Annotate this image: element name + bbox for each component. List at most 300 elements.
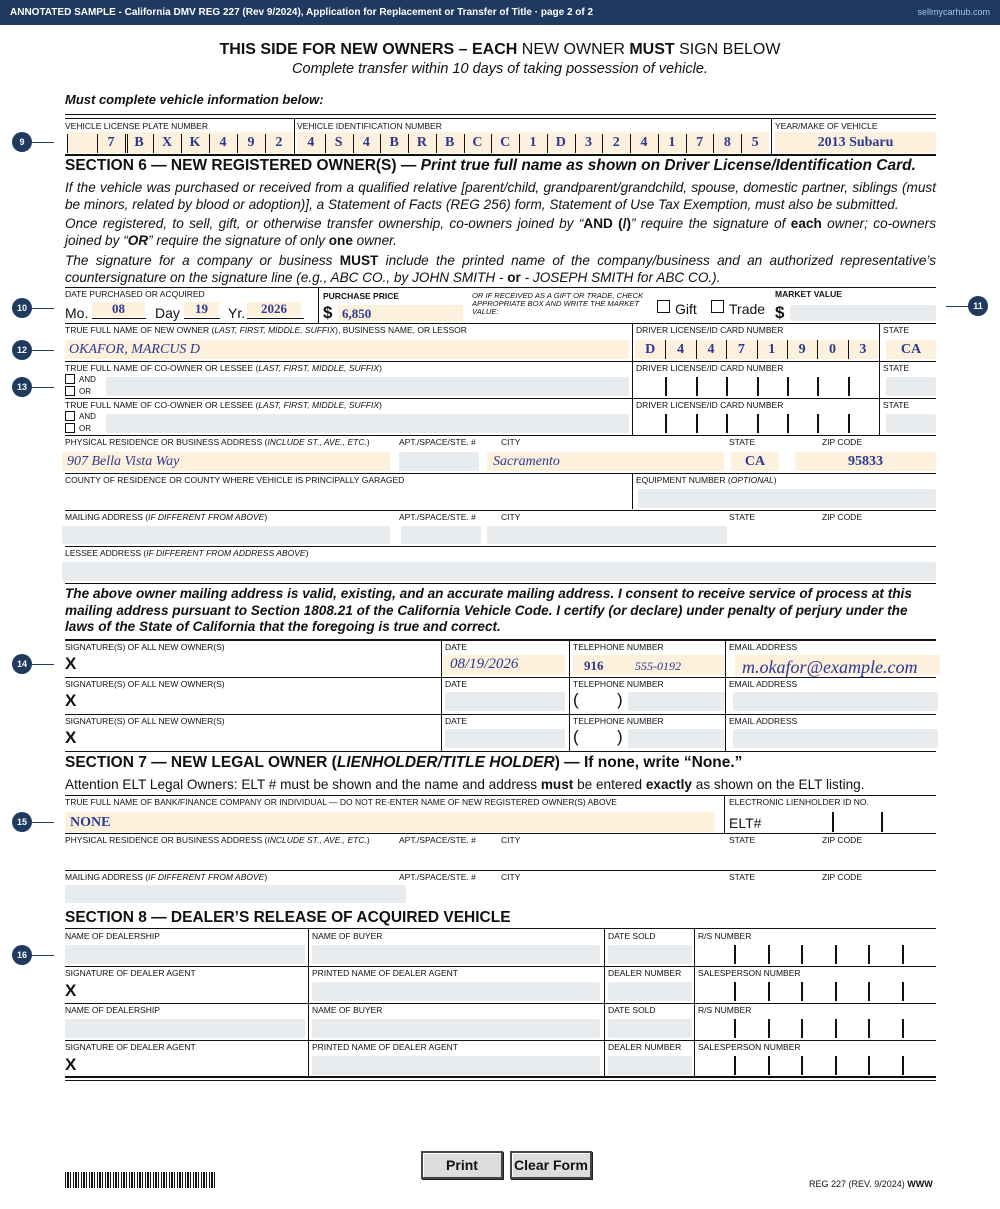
- dl-tick: [696, 414, 698, 433]
- annotation-line: [32, 142, 54, 143]
- dl-tick: [787, 377, 789, 396]
- t: LAST, FIRST, MIDDLE, SUFFIX: [214, 325, 336, 335]
- t: WWW: [907, 1179, 933, 1189]
- t: ): [379, 400, 382, 410]
- sig-email-label: EMAIL ADDRESS: [729, 716, 798, 726]
- vin-char: C: [500, 135, 511, 150]
- sig-agent-label: SIGNATURE OF DEALER AGENT: [65, 968, 196, 978]
- dl-divider: [726, 340, 727, 359]
- dl-tick: [665, 414, 667, 433]
- salesperson-tick: [835, 1056, 837, 1075]
- zip-value: 95833: [848, 454, 883, 469]
- t: Once registered, to sell, gift, or otherwise transfer ownership, co-owners joined by “: [65, 216, 584, 231]
- certification-text: The above owner mailing address is valid, existing, and an accurate mailing address. I consent to receive service of process at this mailing address pursuant to Section 1808.21 of the California Vehicle Code. I certify (or declare) under penalty of perjury under the laws of the State of California that the foregoing is true and correct.: [65, 586, 912, 634]
- vin-char: 8: [723, 135, 731, 150]
- plate-divider: [125, 134, 126, 153]
- plate-divider: [97, 134, 98, 153]
- dealer-number-field[interactable]: [608, 982, 692, 1001]
- t: ): [264, 512, 268, 522]
- vin-divider: [547, 134, 548, 153]
- sig-email-label: EMAIL ADDRESS: [729, 642, 798, 652]
- dealer-col-divider: [604, 929, 605, 1003]
- t: PHYSICAL RESIDENCE OR BUSINESS ADDRESS (: [65, 437, 268, 447]
- section7-attention: [65, 777, 865, 792]
- annotation-badge: 15: [12, 812, 32, 832]
- t: TRUE FULL NAME OF CO-OWNER OR LESSEE (: [65, 363, 259, 373]
- t: EQUIPMENT NUMBER (: [636, 475, 731, 485]
- dl-char: 4: [677, 342, 685, 357]
- dl-tick: [696, 377, 698, 396]
- signature-field[interactable]: [100, 728, 430, 748]
- salesperson-label: SALESPERSON NUMBER: [698, 1042, 801, 1052]
- equipment-label: [636, 475, 777, 485]
- elt-label: ELECTRONIC LIENHOLDER ID NO.: [729, 797, 869, 807]
- day-label: Day: [155, 305, 180, 321]
- salesperson-tick: [801, 982, 803, 1001]
- plate-char: 4: [219, 135, 227, 150]
- state-label: STATE: [883, 325, 910, 335]
- salesperson-tick: [734, 1056, 736, 1075]
- mailing-field[interactable]: [62, 526, 390, 544]
- vin-divider: [325, 134, 326, 153]
- t: ” require the signature of: [631, 216, 791, 231]
- vin-label: VEHICLE IDENTIFICATION NUMBER: [297, 121, 442, 131]
- dl-char: D: [645, 342, 656, 357]
- vin-char: 4: [362, 135, 370, 150]
- t: owner; co-owners joined by “: [65, 216, 936, 248]
- t: INCLUDE ST., AVE., ETC.: [267, 835, 367, 845]
- sig-date-field[interactable]: [445, 729, 565, 748]
- dl-tick: [817, 414, 819, 433]
- addr-state-value: CA: [744, 454, 766, 469]
- dealer-col-divider: [694, 929, 695, 1003]
- paren-open: (: [573, 690, 579, 709]
- signature-field[interactable]: [100, 654, 430, 674]
- bank-name-value: NONE: [70, 815, 111, 830]
- plate-label: VEHICLE LICENSE PLATE NUMBER: [65, 121, 208, 131]
- buyer-field[interactable]: [312, 945, 600, 964]
- coowner2-state-field[interactable]: [886, 414, 936, 433]
- printed-agent-field[interactable]: [312, 1056, 600, 1075]
- dealer-signature-field[interactable]: [85, 981, 300, 1001]
- salesperson-tick: [868, 982, 870, 1001]
- and-checkbox-1[interactable]: [65, 374, 75, 384]
- sig-col-divider: [725, 714, 726, 751]
- vin-divider: [408, 134, 409, 153]
- dl-char: 9: [798, 342, 806, 357]
- rs-tick: [902, 945, 904, 964]
- dealer-signature-field[interactable]: [85, 1055, 300, 1075]
- plate-char: B: [134, 135, 144, 150]
- plate-char: 2: [275, 135, 283, 150]
- sig-divider: [65, 751, 936, 752]
- sig-col-divider: [569, 714, 570, 751]
- vin-divider: [713, 134, 714, 153]
- sig-col-divider: [725, 677, 726, 714]
- site-link[interactable]: sellmycarhub.com: [917, 7, 990, 17]
- phone-field[interactable]: [628, 692, 725, 711]
- vin-char: R: [416, 135, 427, 150]
- email-field[interactable]: [733, 729, 938, 748]
- barcode: [65, 1172, 217, 1188]
- t: ): [773, 475, 777, 485]
- lh-mail-apt-label: APT./SPACE/STE. #: [399, 872, 476, 882]
- t: ): [264, 872, 268, 882]
- signature-x: X: [65, 654, 77, 673]
- buyer-label: NAME OF BUYER: [312, 931, 383, 941]
- t: SECTION 7 — NEW LEGAL OWNER (: [65, 754, 337, 771]
- plate-divider: [265, 134, 266, 153]
- rs-tick: [868, 945, 870, 964]
- banner-text: ANNOTATED SAMPLE - California DMV REG 227 (Rev 9/2024), Application for Replacement or Transfer of Title · page 2 of 2: [10, 7, 594, 18]
- title-part: NEW OWNER: [521, 41, 625, 58]
- annotation-badge: 11: [968, 296, 988, 316]
- month-value: 08: [112, 301, 125, 316]
- dl-tick: [757, 414, 759, 433]
- dl-char: 3: [859, 342, 867, 357]
- vin-divider: [436, 134, 437, 153]
- sig-col-divider: [441, 640, 442, 677]
- vin-char: D: [555, 135, 566, 150]
- plate-divider: [237, 134, 238, 153]
- lh-mail-city-label: CITY: [501, 872, 521, 882]
- mail-city-field[interactable]: [487, 526, 727, 544]
- mail-apt-field[interactable]: [401, 526, 481, 544]
- coowner1-state-field[interactable]: [886, 377, 936, 396]
- section8-title: SECTION 8 — DEALER’S RELEASE OF ACQUIRED VEHICLE: [65, 909, 511, 926]
- dl-tick: [726, 414, 728, 433]
- lh-zip-label: ZIP CODE: [822, 835, 862, 845]
- lessee-label: [65, 548, 308, 558]
- apt-field[interactable]: [399, 452, 479, 471]
- bank-label: TRUE FULL NAME OF BANK/FINANCE COMPANY OR INDIVIDUAL — DO NOT RE-ENTER NAME OF NEW REGISTERED OWNER(S) ABOVE: [65, 797, 617, 807]
- dl-tick: [787, 414, 789, 433]
- salesperson-tick: [768, 982, 770, 1001]
- t: INCLUDE ST., AVE., ETC.: [267, 437, 367, 447]
- sig-divider: [65, 714, 936, 715]
- dl-divider: [665, 340, 666, 359]
- coowner1-state-label: STATE: [883, 363, 910, 373]
- salesperson-tick: [868, 1056, 870, 1075]
- title-part: SIGN BELOW: [679, 41, 781, 58]
- day-value: 19: [195, 301, 208, 316]
- t: The signature for a company or business: [65, 253, 340, 268]
- bank-name-field[interactable]: [65, 812, 715, 832]
- year-value: 2026: [261, 301, 287, 316]
- t: TRUE FULL NAME OF CO-OWNER OR LESSEE (: [65, 400, 259, 410]
- t: LAST, FIRST, MIDDLE, SUFFIX: [258, 363, 380, 373]
- annotation-badge: 13: [12, 377, 32, 397]
- phone-field[interactable]: [628, 729, 725, 748]
- sig-date-label: DATE: [445, 642, 468, 652]
- owner-name-value: OKAFOR, MARCUS D: [69, 342, 201, 357]
- elt-prefix: ELT#: [729, 815, 762, 831]
- county-label: COUNTY OF RESIDENCE OR COUNTY WHERE VEHICLE IS PRINCIPALLY GARAGED: [65, 475, 405, 485]
- sig-col-divider: [569, 640, 570, 677]
- apt-label: APT./SPACE/STE. #: [399, 437, 476, 447]
- buyer-label: NAME OF BUYER: [312, 1005, 383, 1015]
- annotation-line: [946, 306, 968, 307]
- addr-state-label: STATE: [729, 437, 756, 447]
- price-value: 6,850: [342, 306, 372, 321]
- zip-label: ZIP CODE: [822, 437, 862, 447]
- page-subtitle: Complete transfer within 10 days of taking possession of vehicle.: [292, 61, 708, 77]
- yearmake-value: 2013 Subaru: [817, 135, 894, 150]
- sig-date-field[interactable]: [445, 692, 565, 711]
- dl-tick: [726, 377, 728, 396]
- trade-checkbox[interactable]: [711, 300, 724, 313]
- trade-label: Trade: [729, 301, 766, 317]
- t: exactly: [645, 777, 692, 792]
- section6-title-a: SECTION 6 — NEW REGISTERED OWNER(S) —: [65, 157, 417, 174]
- sig-date-value: 08/19/2026: [450, 656, 519, 672]
- salesperson-tick: [902, 1056, 904, 1075]
- annotation-badge: 16: [12, 945, 32, 965]
- annotation-line: [32, 955, 54, 956]
- dl-tick: [848, 377, 850, 396]
- sig-phone-label: TELEPHONE NUMBER: [573, 642, 664, 652]
- dl-divider: [817, 340, 818, 359]
- dl-divider: [787, 340, 788, 359]
- vin-divider: [380, 134, 381, 153]
- equipment-field[interactable]: [638, 489, 936, 508]
- or-checkbox-2[interactable]: [65, 423, 75, 433]
- dealer-number-field[interactable]: [608, 1056, 692, 1075]
- paren-close: ): [617, 690, 623, 709]
- t: must: [540, 777, 574, 792]
- mo-label: Mo.: [65, 305, 89, 321]
- t: ): [379, 363, 382, 373]
- dealership-field[interactable]: [65, 1019, 305, 1038]
- t: as shown on the ELT listing.: [691, 777, 865, 792]
- rs-label: R/S NUMBER: [698, 1005, 752, 1015]
- rs-tick: [902, 1019, 904, 1038]
- vin-divider: [630, 134, 631, 153]
- city-value: Sacramento: [493, 454, 560, 469]
- paren-close: ): [617, 727, 623, 746]
- coowner2-state-label: STATE: [883, 400, 910, 410]
- annotation-badge: 14: [12, 654, 32, 674]
- sig-col-divider: [725, 640, 726, 677]
- annotation-line: [32, 822, 54, 823]
- vin-divider: [519, 134, 520, 153]
- lh-apt-label: APT./SPACE/STE. #: [399, 835, 476, 845]
- annotation-badge: 10: [12, 298, 32, 318]
- t: or: [507, 269, 521, 285]
- plate-divider: [127, 134, 128, 153]
- coowner2-dl-label: DRIVER LICENSE/ID CARD NUMBER: [636, 400, 784, 410]
- vin-char: 3: [585, 135, 593, 150]
- phone-value: 555-0192: [635, 659, 681, 673]
- dl-char: 1: [768, 342, 776, 357]
- gift-label: Gift: [675, 301, 697, 317]
- dl-divider: [848, 340, 849, 359]
- dl-divider: [757, 340, 758, 359]
- lessee-field[interactable]: [62, 562, 936, 581]
- t: OR: [127, 232, 149, 248]
- market-value-field[interactable]: [790, 305, 936, 321]
- lh-mail-zip-label: ZIP CODE: [822, 872, 862, 882]
- plate-char: X: [161, 135, 173, 150]
- salesperson-tick: [768, 1056, 770, 1075]
- t: LIENHOLDER/TITLE HOLDER: [336, 754, 555, 771]
- title-part: THIS SIDE FOR NEW OWNERS – EACH: [219, 41, 518, 58]
- dl-tick: [817, 377, 819, 396]
- signature-field[interactable]: [100, 691, 430, 711]
- sig-email-label: EMAIL ADDRESS: [729, 679, 798, 689]
- sig-label: SIGNATURE(S) OF ALL NEW OWNER(S): [65, 716, 225, 726]
- dealer-number-label: DEALER NUMBER: [608, 968, 682, 978]
- dealer-col-divider: [604, 1003, 605, 1077]
- plate-char: 7: [107, 135, 115, 150]
- vin-divider: [491, 134, 492, 153]
- vin-divider: [741, 134, 742, 153]
- page-title: [0, 41, 1000, 59]
- and-label-2: AND: [79, 412, 96, 421]
- mail-city-label: CITY: [501, 512, 521, 522]
- t: MAILING ADDRESS (: [65, 512, 149, 522]
- t: IF DIFFERENT FROM ABOVE: [148, 872, 265, 882]
- annotation-badge: 9: [12, 132, 32, 152]
- section6-title: [65, 157, 916, 175]
- t: owner.: [352, 232, 397, 248]
- dl-tick: [848, 414, 850, 433]
- dl-label: DRIVER LICENSE/ID CARD NUMBER: [636, 325, 784, 335]
- lh-mailing-field[interactable]: [65, 885, 406, 903]
- t: TRUE FULL NAME OF NEW OWNER (: [65, 325, 215, 335]
- rs-tick: [768, 945, 770, 964]
- and-checkbox-2[interactable]: [65, 411, 75, 421]
- date-sold-label: DATE SOLD: [608, 931, 656, 941]
- or-label-2: OR: [79, 424, 91, 433]
- coowner1-dl-label: DRIVER LICENSE/ID CARD NUMBER: [636, 363, 784, 373]
- vin-char: 5: [751, 135, 759, 150]
- rs-tick: [801, 945, 803, 964]
- t: LESSEE ADDRESS (: [65, 548, 147, 558]
- dealership-label: NAME OF DEALERSHIP: [65, 931, 160, 941]
- dealer-col-divider: [308, 1003, 309, 1077]
- and-label-1: AND: [79, 375, 96, 384]
- t: PHYSICAL RESIDENCE OR BUSINESS ADDRESS (: [65, 835, 268, 845]
- section6-title-b: Print true full name as shown on Driver License/Identification Card.: [420, 157, 916, 174]
- date-sold-field[interactable]: [608, 945, 692, 964]
- vin-char: S: [334, 135, 343, 150]
- plate-divider: [181, 134, 182, 153]
- owner-state-value: CA: [900, 342, 922, 357]
- vin-char: B: [389, 135, 399, 150]
- sig-col-divider: [441, 714, 442, 751]
- email-field[interactable]: [733, 692, 938, 711]
- signature-x: X: [65, 691, 77, 710]
- sig-phone-label: TELEPHONE NUMBER: [573, 679, 664, 689]
- city-label: CITY: [501, 437, 521, 447]
- vin-char: 4: [640, 135, 648, 150]
- salesperson-tick: [734, 982, 736, 1001]
- t: MAILING ADDRESS (: [65, 872, 149, 882]
- date-sold-field[interactable]: [608, 1019, 692, 1038]
- market-value-label: MARKET VALUE: [775, 289, 842, 299]
- section6-para3: [65, 253, 936, 286]
- or-checkbox-1[interactable]: [65, 386, 75, 396]
- printed-agent-label: PRINTED NAME OF DEALER AGENT: [312, 1042, 458, 1052]
- rs-tick: [835, 945, 837, 964]
- print-button[interactable]: Print: [421, 1151, 503, 1179]
- dl-tick: [757, 377, 759, 396]
- t: MUST: [339, 253, 379, 268]
- annotation-banner: [0, 0, 1000, 25]
- dealer-signature-x: X: [65, 1055, 77, 1074]
- dl-tick: [665, 377, 667, 396]
- address-label: [65, 437, 370, 447]
- section6-para2: [65, 216, 936, 249]
- sig-phone-label: TELEPHONE NUMBER: [573, 716, 664, 726]
- sig-col-divider: [441, 677, 442, 714]
- dealership-field[interactable]: [65, 945, 305, 964]
- dl-divider: [696, 340, 697, 359]
- plate-divider: [209, 134, 210, 153]
- mail-state-label: STATE: [729, 512, 756, 522]
- annotation-line: [32, 664, 54, 665]
- address-value: 907 Bella Vista Way: [67, 454, 180, 469]
- form-id: [809, 1179, 933, 1189]
- vin-char: 4: [307, 135, 315, 150]
- lh-mail-state-label: STATE: [729, 872, 756, 882]
- market-dollar: $: [775, 303, 785, 322]
- must-complete-label: Must complete vehicle information below:: [65, 92, 324, 107]
- dealer-number-label: DEALER NUMBER: [608, 1042, 682, 1052]
- plate-divider: [67, 134, 68, 153]
- signature-x: X: [65, 728, 77, 747]
- date-sold-label: DATE SOLD: [608, 1005, 656, 1015]
- price-label: PURCHASE PRICE: [323, 291, 400, 301]
- coowner1-name-field[interactable]: [106, 377, 629, 396]
- t: ): [305, 548, 309, 558]
- t: OPTIONAL: [730, 475, 774, 485]
- plate-divider: [153, 134, 154, 153]
- t: ” require the signature of only: [148, 232, 329, 248]
- plate-char: K: [189, 135, 201, 150]
- t: LAST, FIRST, MIDDLE, SUFFIX: [258, 400, 380, 410]
- lh-city-label: CITY: [501, 835, 521, 845]
- t: IF DIFFERENT FROM ADDRESS ABOVE: [146, 548, 306, 558]
- vin-char: B: [445, 135, 455, 150]
- section7-title: [65, 754, 742, 772]
- t: AND (/): [583, 216, 632, 231]
- t: Attention ELT Legal Owners: ELT # must be shown and the name and address: [65, 777, 541, 792]
- buyer-field[interactable]: [312, 1019, 600, 1038]
- printed-agent-field[interactable]: [312, 982, 600, 1001]
- vin-char: 7: [696, 135, 704, 150]
- vin-char: C: [472, 135, 483, 150]
- or-label-1: OR: [79, 387, 91, 396]
- rs-tick: [768, 1019, 770, 1038]
- clear-form-button[interactable]: Clear Form: [510, 1151, 592, 1179]
- gift-checkbox[interactable]: [657, 300, 670, 313]
- title-part: MUST: [629, 41, 675, 58]
- vin-divider: [686, 134, 687, 153]
- vin-divider: [602, 134, 603, 153]
- dealer-signature-x: X: [65, 981, 77, 1000]
- vin-divider: [464, 134, 465, 153]
- email-value: m.okafor@example.com: [742, 657, 918, 677]
- lh-mailing-label: [65, 872, 267, 882]
- coowner2-label: [65, 400, 382, 410]
- salesperson-tick: [835, 982, 837, 1001]
- lh-address-label: [65, 835, 370, 845]
- vin-divider: [353, 134, 354, 153]
- coowner2-name-field[interactable]: [106, 414, 629, 433]
- rs-tick: [835, 1019, 837, 1038]
